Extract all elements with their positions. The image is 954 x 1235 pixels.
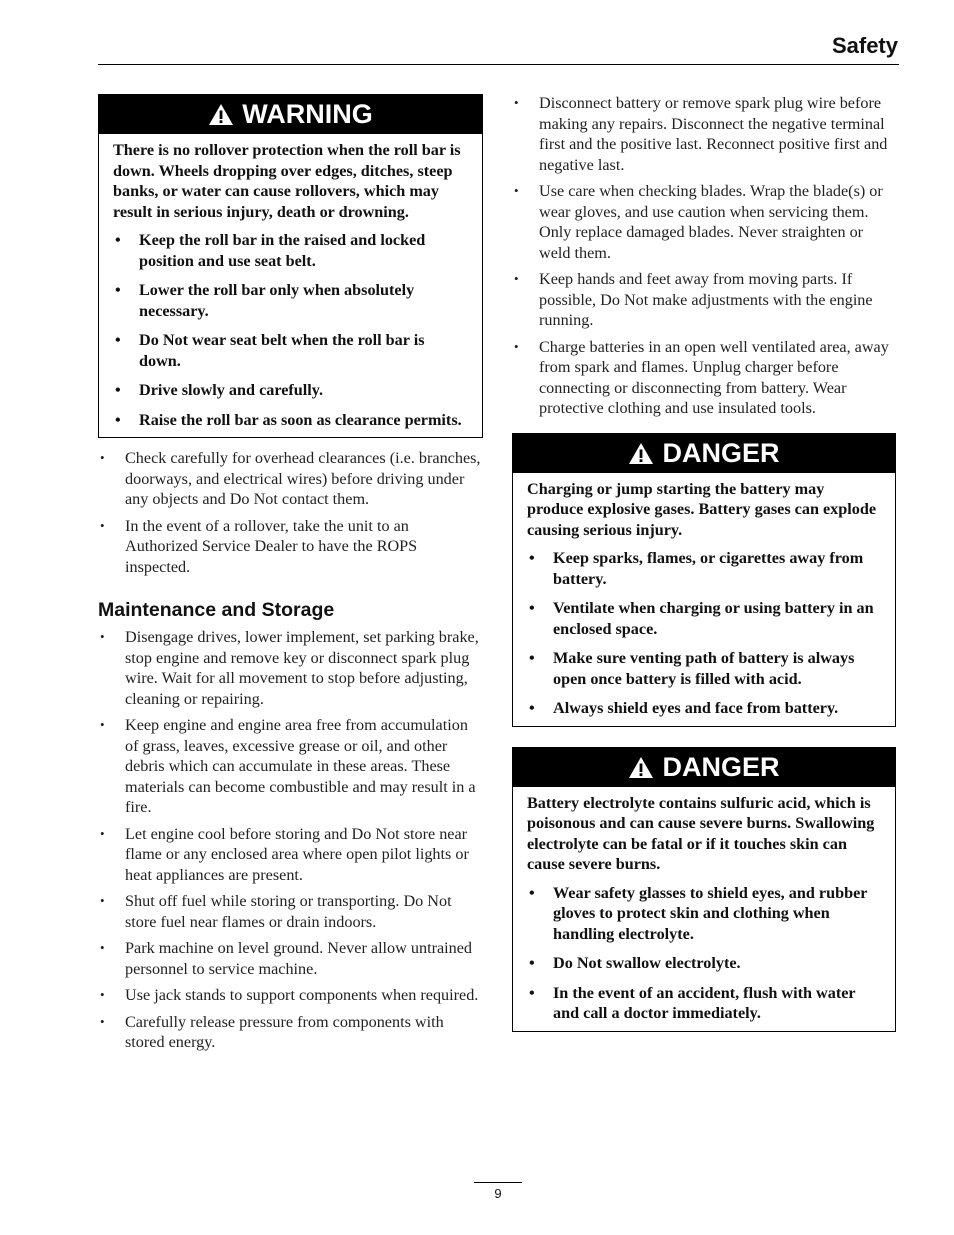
list-item: • Let engine cool before storing and Do Not store near flame or any enclosed area where open pilot lights or heat appliances are present. [98, 824, 483, 886]
danger-item: • Make sure venting path of battery is always open once battery is filled with acid. [527, 648, 882, 689]
right-bullet-list [512, 93, 898, 419]
danger-banner [513, 748, 895, 787]
danger-banner [513, 434, 895, 473]
danger-item: • In the event of an accident, flush with water and call a doctor immediately. [527, 983, 882, 1024]
left-bullet-list [98, 448, 483, 577]
list-item: • Charge batteries in an open well ventilated area, away from spark and flames. Unplug charger before connecting or disconnecting from battery. Wear protective clothing and use insulated tools. [512, 337, 898, 419]
warning-item: • Raise the roll bar as soon as clearance permits. [113, 410, 469, 431]
danger-intro: Battery electrolyte contains sulfuric acid, which is poisonous and can cause severe burns. Swallowing electrolyte can be fatal or if it touches skin can cause severe burns. [527, 793, 875, 873]
warning-item: • Keep the roll bar in the raised and locked position and use seat belt. [113, 230, 469, 271]
warning-list [113, 230, 469, 430]
maintenance-heading: Maintenance and Storage [98, 599, 335, 621]
list-item: • Check carefully for overhead clearances (i.e. branches, doorways, and electrical wires) before driving under any objects and Do Not contact them. [98, 448, 483, 510]
danger-item: • Do Not swallow electrolyte. [527, 953, 882, 974]
list-item: • Carefully release pressure from components with stored energy. [98, 1012, 483, 1053]
danger-list [527, 883, 882, 1024]
danger-item: • Keep sparks, flames, or cigarettes away from battery. [527, 548, 882, 589]
list-item: • Keep engine and engine area free from accumulation of grass, leaves, excessive grease or oil, and other debris which can accumulate in these areas. These materials can become combustible and may result in a fire. [98, 715, 483, 818]
page-header-title: Safety [831, 33, 898, 58]
warning-triangle-icon [628, 756, 654, 779]
warning-box [98, 94, 483, 438]
list-item: • Keep hands and feet away from moving parts. If possible, Do Not make adjustments with the engine running. [512, 269, 898, 331]
page-number: 9 [494, 1186, 502, 1201]
right-column [512, 93, 898, 1032]
list-item: • Disengage drives, lower implement, set parking brake, stop engine and remove key or disconnect spark plug wire. Wait for all movement to stop before adjusting, cleaning or repairing. [98, 627, 483, 709]
danger-intro: Charging or jump starting the battery may produce explosive gases. Battery gases can explode causing serious injury. [527, 479, 877, 539]
footer-rule [474, 1182, 522, 1183]
danger-label: DANGER [662, 751, 780, 782]
list-item: • Disconnect battery or remove spark plug wire before making any repairs. Disconnect the negative terminal first and the positive last. Reconnect positive first and negative last. [512, 93, 898, 175]
danger-label: DANGER [662, 437, 780, 468]
list-item: • In the event of a rollover, take the unit to an Authorized Service Dealer to have the ROPS inspected. [98, 516, 483, 578]
warning-item: • Drive slowly and carefully. [113, 380, 469, 401]
list-item: • Use jack stands to support components when required. [98, 985, 483, 1006]
warning-label: WARNING [242, 99, 373, 129]
maintenance-list [98, 627, 483, 1053]
list-item: • Park machine on level ground. Never allow untrained personnel to service machine. [98, 938, 483, 979]
danger-item: • Always shield eyes and face from battery. [527, 698, 882, 719]
header-rule [98, 64, 899, 65]
danger-list [527, 548, 882, 719]
warning-item: • Lower the roll bar only when absolutely necessary. [113, 280, 469, 321]
left-column [98, 94, 483, 1059]
warning-triangle-icon [208, 103, 234, 126]
danger-item: • Ventilate when charging or using battery in an enclosed space. [527, 598, 882, 639]
warning-triangle-icon [628, 442, 654, 465]
warning-banner [99, 95, 482, 134]
danger-item: • Wear safety glasses to shield eyes, and rubber gloves to protect skin and clothing when handling electrolyte. [527, 883, 882, 945]
list-item: • Shut off fuel while storing or transporting. Do Not store fuel near flames or drain indoors. [98, 891, 483, 932]
warning-intro: There is no rollover protection when the roll bar is down. Wheels dropping over edges, ditches, steep banks, or water can cause rollovers, which may result in serious injury, death or drowning. [113, 141, 461, 221]
danger-box-electrolyte [512, 747, 896, 1032]
list-item: • Use care when checking blades. Wrap the blade(s) or wear gloves, and use caution when servicing them. Only replace damaged blades. Never straighten or weld them. [512, 181, 898, 263]
danger-box-battery-gases [512, 433, 896, 727]
warning-item: • Do Not wear seat belt when the roll bar is down. [113, 330, 469, 371]
